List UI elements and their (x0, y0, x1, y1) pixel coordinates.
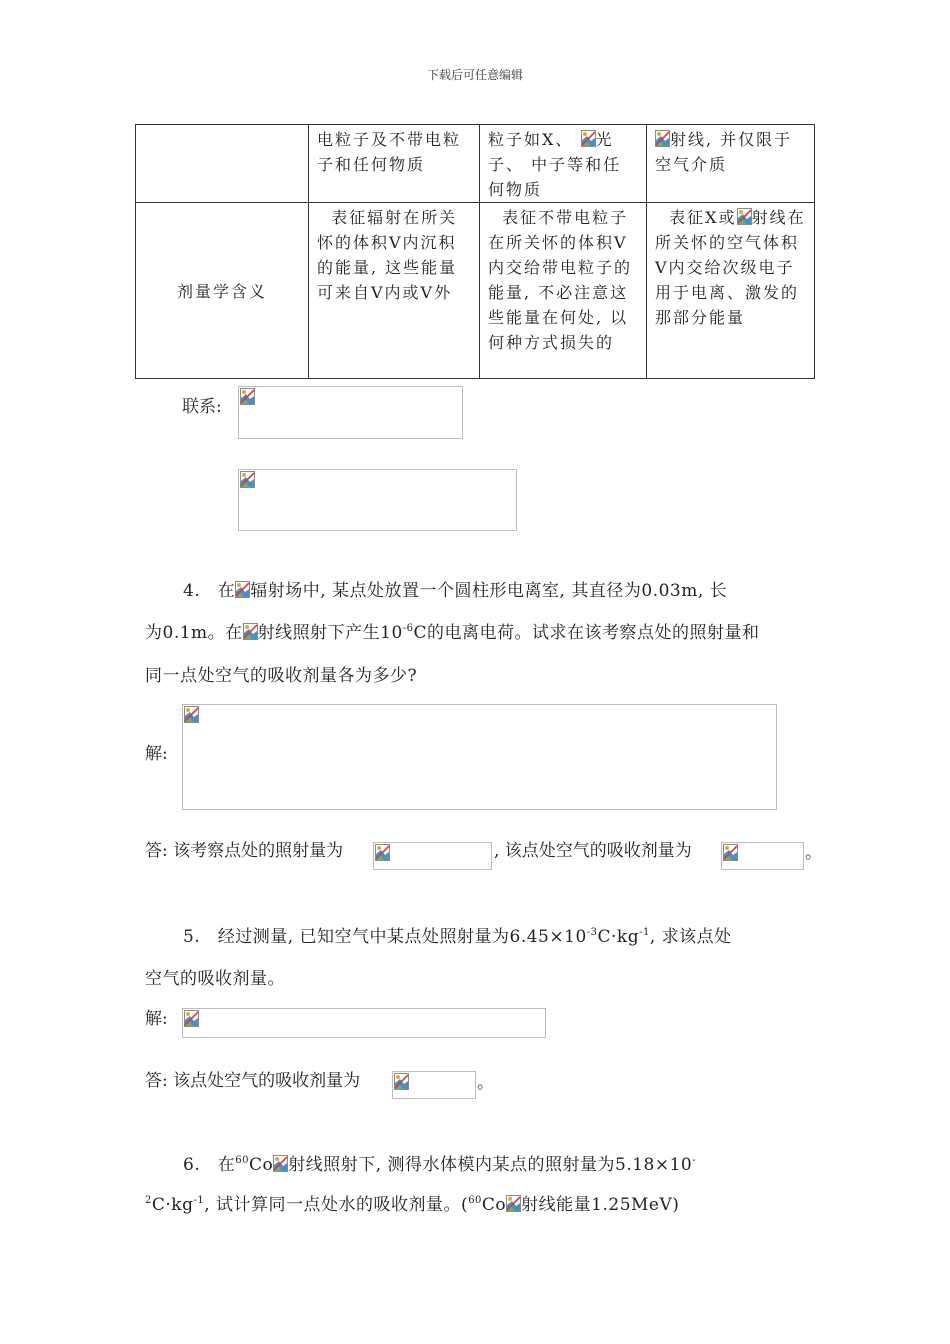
q5-answer-a: 答: 该点处空气的吸收剂量为 (145, 1071, 361, 1091)
image-placeholder (721, 842, 804, 870)
table-cell (480, 125, 647, 203)
superscript: -1 (193, 1195, 205, 1206)
superscript: -6 (402, 623, 414, 634)
broken-image-icon (240, 471, 255, 488)
text: C的电离电荷。试求在该考察点处的照射量和 (413, 623, 760, 643)
q5-line1 (183, 922, 732, 947)
broken-image-icon (273, 1155, 288, 1172)
text: 5. 经过测量, 已知空气中某点处照射量为6.45×10 (183, 927, 587, 947)
table-row (136, 125, 815, 203)
text: Co (248, 1155, 274, 1175)
broken-image-icon (506, 1195, 521, 1212)
page-header: 下载后可任意编辑 (426, 68, 523, 82)
text: , 求该点处 (649, 927, 732, 947)
superscript: 2 (145, 1195, 152, 1206)
broken-image-icon (240, 388, 255, 405)
text: 4. 在 (183, 581, 236, 601)
cell-text: 粒子如X、 (488, 130, 574, 149)
broken-image-icon (394, 1073, 409, 1090)
broken-image-icon (235, 581, 250, 598)
broken-image-icon (737, 208, 752, 225)
table-cell (136, 125, 309, 203)
relation-label: 联系: (182, 397, 222, 417)
table-cell (309, 203, 480, 379)
table-cell (647, 203, 815, 379)
superscript: - (692, 1155, 697, 1166)
row-label: 剂量学含义 (136, 203, 309, 379)
text: C·kg (151, 1195, 194, 1215)
q6-line2 (145, 1190, 679, 1215)
q6-line1 (183, 1150, 696, 1175)
table-cell: 电粒子及不带电粒子和任何物质 (309, 125, 480, 203)
text: 为0.1m。在 (145, 623, 243, 643)
broken-image-icon (243, 623, 258, 640)
image-placeholder (182, 704, 777, 810)
q4-answer-b: , 该点处空气的吸收剂量为 (494, 841, 692, 861)
text: C·kg (597, 927, 640, 947)
table-row (136, 203, 815, 379)
superscript: -1 (639, 927, 650, 938)
broken-image-icon (375, 844, 390, 861)
broken-image-icon (581, 130, 596, 147)
superscript: -3 (586, 927, 598, 938)
broken-image-icon (184, 1010, 199, 1027)
text: Co (481, 1195, 507, 1215)
text: 6. 在 (183, 1155, 236, 1175)
text: 辐射场中, 某点处放置一个圆柱形电离室, 其直径为0.03m, 长 (250, 581, 728, 601)
cell-text: 表征X或 (669, 208, 737, 227)
q5-answer-b: 。 (477, 1073, 494, 1093)
superscript: 60 (235, 1155, 249, 1166)
text: 射线照射下, 测得水体模内某点的照射量为5.18×10 (288, 1155, 693, 1175)
image-placeholder (182, 1008, 546, 1038)
text: 射线照射下产生10 (257, 623, 403, 643)
q4-line3: 同一点处空气的吸收剂量各为多少? (145, 666, 418, 686)
q4-solve-label: 解: (145, 744, 168, 764)
q5-line2: 空气的吸收剂量。 (145, 969, 285, 989)
table-cell (647, 125, 815, 203)
q5-solve-label: 解: (145, 1009, 168, 1029)
image-placeholder (238, 469, 517, 531)
q4-line2 (145, 618, 760, 643)
cell-text: 光子、 中子等和任何物质 (488, 130, 622, 199)
image-placeholder (238, 386, 463, 439)
image-placeholder (392, 1071, 476, 1099)
image-placeholder (373, 842, 492, 870)
q4-answer-a: 答: 该考察点处的照射量为 (145, 841, 344, 861)
comparison-table (135, 124, 815, 379)
q4-answer-c: 。 (805, 843, 822, 863)
cell-text: 表征不带电粒子在所关怀的体积V内交给带电粒子的能量, 不必注意这些能量在何处, 以何种方式损失的 (488, 208, 633, 352)
text: , 试计算同一点处水的吸收剂量。( (204, 1195, 469, 1215)
cell-text: 射线在所关怀的空气体积V内交给次级电子用于电离、激发的那部分能量 (655, 208, 806, 327)
cell-text: 射线, 并仅限于空气介质 (655, 130, 793, 174)
superscript: 60 (468, 1195, 482, 1206)
cell-text: 表征辐射在所关怀的体积V内沉积的能量, 这些能量可来自V内或V外 (317, 208, 458, 302)
broken-image-icon (655, 130, 670, 147)
table-cell (480, 203, 647, 379)
broken-image-icon (184, 706, 199, 723)
q4-line1 (183, 576, 727, 601)
broken-image-icon (723, 844, 738, 861)
text: 射线能量1.25MeV) (521, 1195, 680, 1215)
